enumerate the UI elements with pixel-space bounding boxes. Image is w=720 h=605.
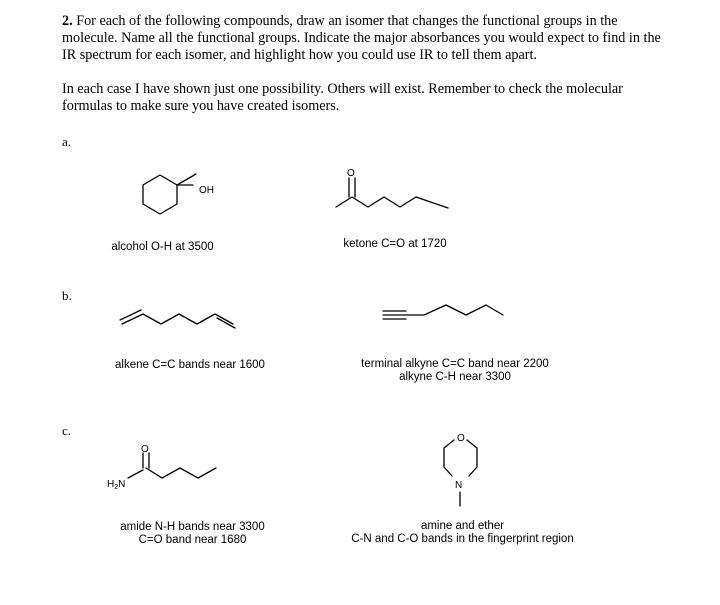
cyclohexanol-structure — [143, 174, 196, 214]
hexadiene-structure — [120, 310, 235, 328]
caption-a-left: alcohol O-H at 3500 — [111, 241, 214, 253]
ether-oxygen-label: O — [457, 433, 465, 444]
caption-b-left: alkene C=C bands near 1600 — [115, 359, 265, 371]
note-paragraph: In each case I have shown just one possibility. Others will exist. Remember to check the molecular formulas to make sure you have created isomers. — [62, 81, 623, 114]
hexyne-structure — [383, 305, 503, 319]
part-c-label: c. — [62, 423, 72, 438]
caption-c-right: amine and ether C-N and C-O bands in the fingerprint region — [351, 520, 574, 545]
ketone-oxygen-label: O — [347, 168, 355, 179]
question-number: 2. — [62, 13, 73, 29]
part-b-label: b. — [62, 288, 72, 303]
amide-oxygen-label: O — [141, 444, 149, 455]
amine-nitrogen-label: N — [455, 480, 463, 491]
hexanamide-structure — [128, 453, 216, 478]
hydroxyl-label: OH — [199, 185, 214, 196]
amine-nh2-label: $H_2N$ — [107, 479, 126, 491]
caption-b-right: terminal alkyne C=C band near 2200 alkyne C-H near 3300 — [361, 358, 549, 383]
part-a-label: a. — [62, 134, 72, 149]
question-text: For each of the following compounds, draw an isomer that changes the functional groups in the molecule. Name all the functional groups. Indicate the major absorbances you would expect to find in the IR spectrum for each isomer, and highlight how you could use IR to tell them apart. — [62, 13, 661, 63]
caption-c-left: amide N-H bands near 3300 C=O band near 1680 — [120, 521, 265, 546]
caption-a-right: ketone C=O at 1720 — [343, 238, 447, 250]
hexanone-structure — [336, 178, 448, 208]
morpholine-structure — [444, 440, 477, 506]
